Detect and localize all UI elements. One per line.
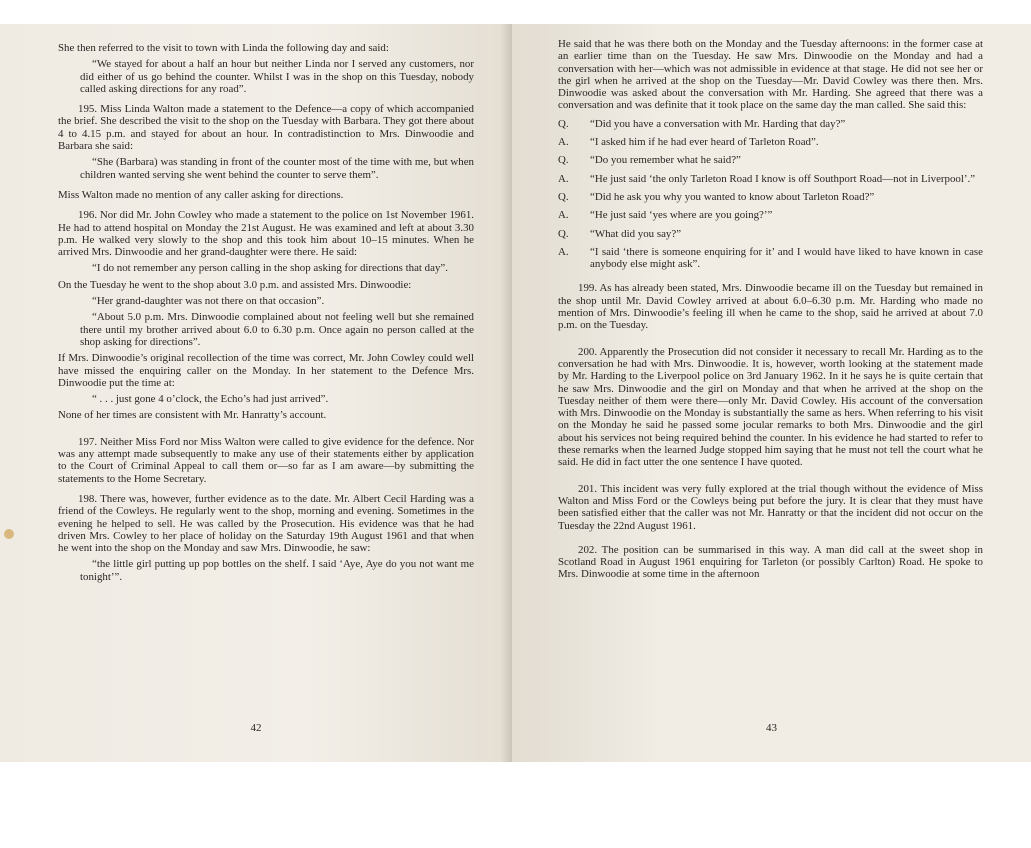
paragraph-200: 200. Apparently the Prosecution did not consider it necessary to recall Mr. Harding as to the conversation he had with Mrs. Dinwoodie. It is, however, worth looking at the statement made by Mr. Harding to the Liverpool police on 3rd January 1962. In it he says he is quite certain that he saw Mrs. Dinwoodie and the girl on Monday and that when he arrived at the shop on the Tuesday neither of them were there—only Mr. David Cowley. His account of the conversation with Mrs. Dinwoodie on the Monday is substantially the same as hers. When referring to his visit on the Monday he said he passed some jocular remarks to both Mrs. Dinwoodie and the girl about his services not being required behind the counter. In his evidence he had started to refer to these remarks when the learned Judge stopped him saying that he must not tell the court what he said. He did in fact utter the one sentence I have quoted.	[558, 345, 983, 469]
qa-line	[558, 209, 983, 221]
qa-label: Q.	[558, 154, 569, 167]
qa-line	[558, 191, 983, 203]
paragraph-197: 197. Neither Miss Ford nor Miss Walton were called to give evidence for the defence. Nor was any attempt made subsequently to make any use of their statements either by application to the Court of Criminal Appeal to call them or—so far as I am aware—by submitting the statements to the Home Secretary.	[58, 435, 474, 485]
qa-label: A.	[558, 245, 569, 258]
qa-text: “Did he ask you why you wanted to know about Tarleton Road?”	[590, 190, 875, 203]
qa-text: “I said ‘there is someone enquiring for it’ and I would have liked to have known in case anybody else might ask”.	[590, 245, 983, 271]
paragraph-196: 196. Nor did Mr. John Cowley who made a statement to the police on 1st November 1961. He had to attend hospital on Monday the 21st August. He was examined and left at about 3.30 p.m. He walked very slowly to the shop and this took him about 10–15 minutes. When he arrived Mrs. Dinwoodie and her grand-daughter were there. He said:	[58, 209, 474, 259]
qa-line	[558, 118, 983, 130]
text-line: He said that he was there both on the Monday and the Tuesday afternoons: in the former case at an earlier time than on the Tuesday. He saw Mrs. Dinwoodie on the Monday and had a conversation with her—which was not admissible in evidence at that stage. He did not see her or the girl when he arrived at the shop on the Tuesday—Mr. David Cowley was there then. Mrs. Dinwoodie was asked about the conversation with Mr. Harding. She agreed that there was a conversation and was definite that it took place on the same day the man called. She said this:	[558, 38, 983, 112]
block-quote: “Her grand-daughter was not there on that occasion”.	[92, 295, 325, 308]
paragraph-198: 198. There was, however, further evidence as to the date. Mr. Albert Cecil Harding was a friend of the Cowleys. He regularly went to the shop, morning and evening. Sometimes in the evening he helped to sell. He was called by the Prosecution. His evidence was that he had driven Mrs. Cowley to her place of holiday on the Saturday 19th August 1961 and that when he went into the shop on the Monday and saw Mrs. Dinwoodie, he saw:	[58, 492, 474, 555]
block-quote: “I do not remember any person calling in the shop asking for directions that day”.	[92, 262, 448, 275]
block-quote: “About 5.0 p.m. Mrs. Dinwoodie complained about not feeling well but she remained there until my brother arrived about 6.0 to 6.30 p.m. Once again no person called at the shop asking for directions”.	[80, 311, 474, 348]
qa-line	[558, 136, 983, 148]
paper-stain	[4, 529, 14, 539]
qa-line	[558, 228, 983, 240]
text-line: None of her times are consistent with Mr. Hanratty’s account.	[58, 409, 327, 422]
qa-text: “He just said ‘the only Tarleton Road I know is off Southport Road—not in Liverpool’.”	[590, 172, 976, 185]
qa-line	[558, 173, 983, 185]
qa-text: “He just said ‘yes where are you going?’”	[590, 209, 773, 222]
qa-label: Q.	[558, 117, 569, 130]
qa-line	[558, 154, 983, 166]
paragraph-201: 201. This incident was very fully explored at the trial though without the evidence of Miss Walton and Miss Ford or the Cowleys being put before the jury. It is clear that they must have been satisfied either that the caller was not Mr. Hanratty or that the incident did not occur on the Tuesday the 22nd August 1961.	[558, 482, 983, 532]
paragraph-199: 199. As has already been stated, Mrs. Dinwoodie became ill on the Tuesday but remained in the shop until Mr. David Cowley arrived at about 6.0–6.30 p.m. Mr. Harding who made no mention of Mrs. Dinwoodie’s feeling ill when he came to the shop, said he arrived at about 7.0 p.m. on the Tuesday.	[558, 282, 983, 332]
qa-text: “Did you have a conversation with Mr. Harding that day?”	[590, 117, 846, 130]
text-line: She then referred to the visit to town with Linda the following day and said:	[58, 42, 389, 54]
text-line: On the Tuesday he went to the shop about 3.0 p.m. and assisted Mrs. Dinwoodie:	[58, 278, 412, 291]
qa-label: A.	[558, 136, 569, 149]
book-spread	[0, 24, 1031, 762]
qa-text: “I asked him if he had ever heard of Tarleton Road”.	[590, 136, 819, 149]
text-line: Miss Walton made no mention of any caller asking for directions.	[58, 188, 344, 201]
text-line: If Mrs. Dinwoodie’s original recollection of the time was correct, Mr. John Cowley could well have missed the enquiring caller on the Monday. In her statement to the Defence Mrs. Dinwoodie put the time at:	[58, 352, 474, 389]
block-quote: “We stayed for about a half an hour but neither Linda nor I served any customers, nor did either of us go behind the counter. Whilst I was in the shop on this Tuesday, nobody called asking directions for any road”.	[80, 58, 474, 95]
qa-label: A.	[558, 172, 569, 185]
qa-text: “What did you say?”	[590, 227, 682, 240]
left-page	[0, 24, 512, 762]
right-page	[512, 24, 1031, 762]
block-quote: “the little girl putting up pop bottles on the shelf. I said ‘Aye, Aye do you not want me tonight’”.	[80, 558, 474, 583]
qa-line	[558, 246, 983, 271]
page-number: 42	[250, 721, 262, 734]
block-quote: “She (Barbara) was standing in front of the counter most of the time with me, but when children wanted serving she went behind the counter to serve them”.	[80, 156, 474, 181]
qa-label: Q.	[558, 227, 569, 240]
block-quote: “ . . . just gone 4 o’clock, the Echo’s had just arrived”.	[92, 393, 329, 406]
page-number: 43	[766, 721, 777, 734]
qa-text: “Do you remember what he said?”	[590, 154, 741, 167]
qa-label: Q.	[558, 190, 569, 203]
paragraph-202: 202. The position can be summarised in this way. A man did call at the sweet shop in Scotland Road in August 1961 enquiring for Tarleton (or possibly Carlton) Road. He spoke to Mrs. Dinwoodie at some time in the afternoon	[558, 543, 983, 581]
paragraph-195: 195. Miss Linda Walton made a statement to the Defence—a copy of which accompanied the brief. She described the visit to the shop on the Tuesday with Barbara. They got there about 4 to 4.15 p.m. and stayed for about an hour. In contradistinction to Mrs. Dinwoodie and Barbara she said:	[58, 103, 474, 153]
qa-label: A.	[558, 209, 569, 222]
